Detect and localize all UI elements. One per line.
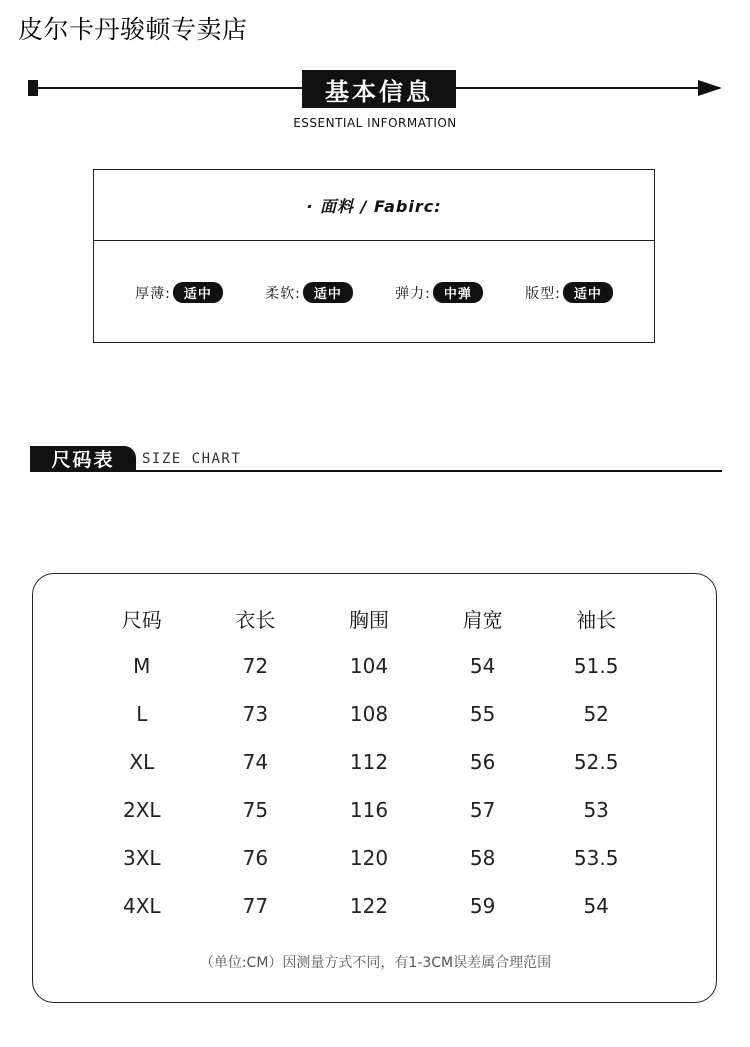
table-cell: 2XL [123, 798, 161, 822]
table-cell: 53 [583, 798, 609, 822]
table-cell: L [136, 702, 148, 726]
divider-left [30, 87, 302, 89]
table-cell: 75 [242, 798, 269, 822]
table-cell: 54 [469, 654, 496, 678]
size-table-box [32, 573, 717, 1003]
prop-value-badge: 中弹 [433, 282, 483, 303]
measurement-note: （单位:CM）因测量方式不同，有1-3CM误差属合理范围 [199, 955, 552, 971]
table-row [85, 738, 653, 786]
arrow-head-right-icon [698, 80, 722, 96]
table-cell: 108 [349, 702, 389, 726]
table-cell: 58 [469, 846, 496, 870]
table-row [85, 786, 653, 834]
table-cell: 57 [469, 798, 496, 822]
table-row [85, 642, 653, 690]
table-row [85, 690, 653, 738]
table-cell: 52.5 [573, 750, 619, 774]
table-cell: 54 [583, 894, 609, 918]
prop-label: 厚薄: [135, 285, 171, 302]
table-cell: 120 [349, 846, 389, 870]
fabric-prop-softness [265, 282, 353, 303]
prop-label: 版型: [525, 285, 561, 302]
size-chart-rule [30, 470, 722, 472]
basic-info-title: 基本信息 [302, 70, 456, 108]
size-table [85, 594, 653, 930]
table-cell: 56 [469, 750, 496, 774]
header-cell: 肩宽 [462, 607, 503, 632]
table-cell: 116 [349, 798, 389, 822]
divider-right [456, 87, 720, 89]
table-cell: 73 [242, 702, 269, 726]
table-cell: 59 [469, 894, 496, 918]
table-header-row [85, 594, 653, 642]
table-cell: M [133, 654, 151, 678]
table-cell: 76 [242, 846, 269, 870]
prop-value-badge: 适中 [173, 282, 223, 303]
table-cell: 74 [242, 750, 269, 774]
table-cell: 77 [242, 894, 269, 918]
table-cell: 122 [349, 894, 389, 918]
prop-label: 柔软: [265, 285, 301, 302]
header-cell: 尺码 [121, 607, 162, 632]
fabric-title: · 面料 / Fabirc: [94, 170, 654, 241]
fabric-props [94, 241, 654, 344]
size-chart-title: 尺码表 [30, 446, 136, 470]
table-cell: 104 [349, 654, 389, 678]
table-cell: XL [129, 750, 155, 774]
basic-info-subtitle: ESSENTIAL INFORMATION [293, 116, 457, 130]
table-row [85, 834, 653, 882]
fabric-prop-elasticity [395, 282, 483, 303]
table-cell: 3XL [123, 846, 161, 870]
header-cell: 衣长 [235, 607, 276, 632]
table-cell: 52 [583, 702, 609, 726]
table-row [85, 882, 653, 930]
header-cell: 胸围 [348, 607, 389, 632]
prop-label: 弹力: [395, 285, 431, 302]
table-cell: 4XL [123, 894, 161, 918]
prop-value-badge: 适中 [563, 282, 613, 303]
table-cell: 53.5 [573, 846, 619, 870]
size-chart-subtitle: SIZE CHART [142, 451, 242, 467]
fabric-prop-fit [525, 282, 613, 303]
header-cell: 袖长 [576, 607, 617, 632]
table-cell: 51.5 [573, 654, 619, 678]
table-cell: 55 [469, 702, 496, 726]
table-cell: 112 [349, 750, 389, 774]
prop-value-badge: 适中 [303, 282, 353, 303]
store-name: 皮尔卡丹骏顿专卖店 [18, 15, 248, 44]
size-chart-header [30, 446, 722, 472]
table-cell: 72 [242, 654, 269, 678]
basic-info-header [0, 68, 750, 138]
fabric-box [93, 169, 655, 343]
fabric-prop-thickness [135, 282, 223, 303]
